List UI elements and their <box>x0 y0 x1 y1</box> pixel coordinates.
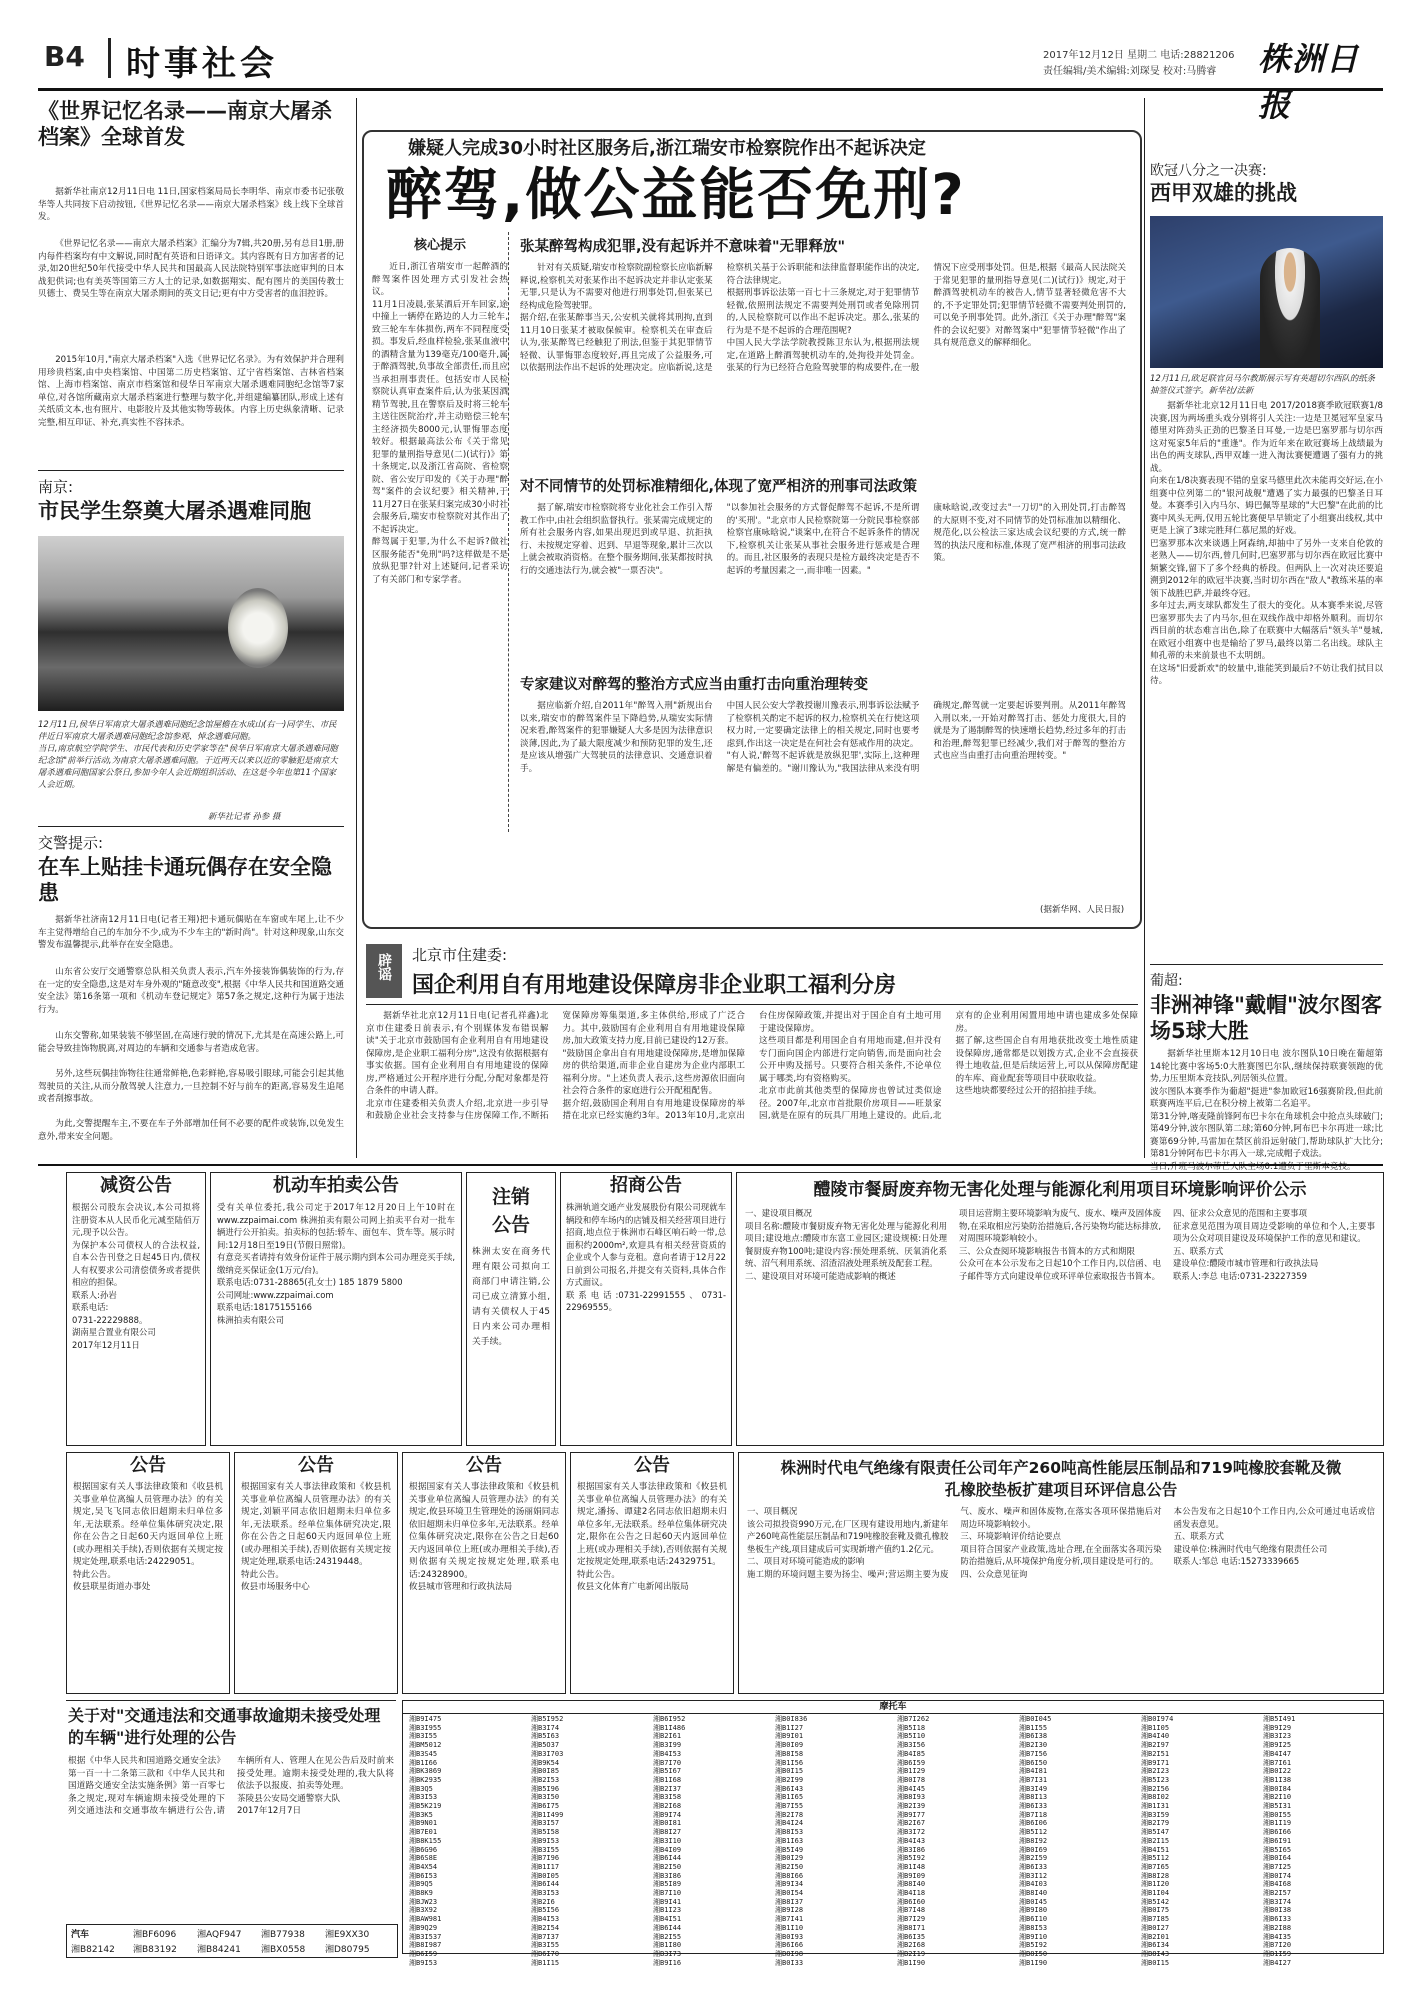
section-title: 时事社会 <box>126 44 278 84</box>
feature-headline: 醉驾,做公益能否免刑? <box>386 163 966 228</box>
feature-kicker: 嫌疑人完成30小时社区服务后,浙江瑞安市检察院作出不起诉决定 <box>400 134 934 160</box>
left-column <box>38 98 350 1104</box>
ucl-kicker: 欧冠八分之一决赛: <box>1150 163 1267 179</box>
ad-capital-reduction-body: 根据公司股东会决议,本公司拟将注册资本从人民币化元减至陆佰万元,现予以公告。 为保护本公司债权人的合法权益,自本公告刊登之日起45日内,债权人有权要求公司清偿债务或者提供相应的担保。 联系人:孙岩 联系电话: 0731-22229888。 湖南星合置业有限公司 2017年12月11日 <box>72 1202 200 1350</box>
notice-3-body: 根据国家有关人事法律政策和《攸县机关事业单位离编人员管理办法》的有关规定,攸县环境卫生管理处的汤丽娟同志依旧超期未归单位多年,无法联系。经单位集体研究决定,限你在公告之日起60天内返回单位上班(或办理相关手续),否则依据有关规定按规定处理,联系电话:24328900。 攸县城市管理和行政执法局 <box>409 1482 559 1592</box>
car-plate-1: 湘BF6096 <box>133 1930 177 1940</box>
feature-s1-heading: 张某醉驾构成犯罪,没有起诉并不意味着"无罪释放" <box>520 239 846 255</box>
rumor-title: 国企利用自有用地建设保障房非企业职工福利分房 <box>412 973 897 998</box>
ad-deregistration-body: 株洲太安在商务代理有限公司拟向工商部门申请注销,公司已成立清算小组,请有关债权人于45日内来公司办理相关手续。 <box>472 1247 550 1347</box>
col-divider-left <box>356 98 357 1158</box>
plate-col-1: 湘B9I475 湘B3I955 湘B3I55 湘BM5012 湘B3S45 湘B1I66 湘BK3869 湘BK2935 湘B3Q5 湘B3I53 湘B5K219 湘B3K5 湘B9N01 湘B7E01 湘B8K155 湘B6G96 湘B6S8E 湘B4X54 湘B6I53 湘B9Q5 湘B8K9 湘BJW23 湘B3X92 湘BAW981 湘B9Q29 湘B3I537 湘B8I987 湘B6I59 湘B9I53 <box>409 1715 442 1967</box>
ad-traffic-notice-title: 关于对"交通违法和交通事故逾期未接受处理的车辆"进行处理的公告 <box>68 1706 381 1747</box>
article-traffic-title: 在车上贴挂卡通玩偶存在安全隐患 <box>38 855 332 905</box>
notice-1-title: 公告 <box>130 1455 166 1476</box>
ad-eia-insulation-body: 一、项目概况 该公司拟投资990万元,在厂区现有建设用地内,新建年产260吨高性能层压制品和719吨橡胶套靴及微孔橡胶垫板生产线,项目建成后可实现新增产值约1.2亿元。 二、项目对环境可能造成的影响 施工期的环境问题主要为扬尘、噪声;营运期主要为废气、废水、噪声和固体废物,在落实各项环保措施后对周边环境影响较小。 三、环境影响评价结论要点 项目符合国家产业政策,选址合理,在全面落实各项污染防治措施后,从环境保护角度分析,项目建设是可行的。 四、公众意见征询 本公告发布之日起10个工作日内,公众可通过电话或信函发表意见。 五、联系方式 建设单位:株洲时代电气绝缘有限责任公司 联系人:邹总 电话:15273339665 <box>747 1506 1375 1579</box>
rumor-rule <box>366 1004 1138 1005</box>
left-rule-1 <box>38 470 344 471</box>
article-world-memory-body1: 据新华社南京12月11日电 11日,国家档案局局长李明华、南京市委书记张敬华等人共同按下启动按钮,《世界记忆名录——南京大屠杀档案》线上线下全球首发。 <box>38 187 344 222</box>
plate-col-4: 湘B0I836 湘B1I27 湘B9I01 湘B0I09 湘B8I58 湘B1I56 湘B0I15 湘B2I99 湘B6I43 湘B1I65 湘B7I55 湘B2I78 湘B4I24 湘B8I53 湘B1I63 湘B5I49 湘B0I29 湘B2I50 湘B8I66 湘B9I34 湘B0I54 湘B8I37 湘B9I28 湘B7I41 湘B1I10 湘B0I93 湘B6I66 湘B8I98 湘B0I33 <box>775 1715 808 1967</box>
feature-s2-heading: 对不同情节的处罚标准精细化,体现了宽严相济的刑事司法政策 <box>520 479 918 495</box>
porto-kicker: 葡超: <box>1150 973 1183 989</box>
right-column <box>1150 98 1383 1172</box>
plate-table <box>402 1700 1384 1967</box>
plate-table-header: 摩托车 <box>403 1701 1383 1714</box>
notice-2 <box>234 1452 398 1694</box>
ad-eia-liling <box>736 1172 1384 1446</box>
car-plate-7: 湘B84241 <box>197 1945 241 1955</box>
ad-investment <box>560 1172 732 1446</box>
ad-investment-title: 招商公告 <box>610 1175 682 1196</box>
plate-col-7: 湘B0I974 湘B1I05 湘B4I40 湘B2I97 湘B2I51 湘B9I71 湘B2I23 湘B5I23 湘B2I56 湘B8I02 湘B1I31 湘B3I59 湘B2I79 湘B5I47 湘B2I15 湘B4I51 湘B5I12 湘B7I65 湘B8I28 湘B1I20 湘B1I04 湘B5I42 湘B0I75 湘B7I85 湘B0I27 湘B2I01 湘B6I34 湘B8I43 湘B0I15 <box>1141 1715 1174 1967</box>
ads-top-rule <box>38 1164 1383 1166</box>
notice-3 <box>402 1452 566 1694</box>
ad-traffic-notice-body: 根据《中华人民共和国道路交通安全法》第一百一十二条第三款和《中华人民共和国道路交通安全法实施条例》第一百零七条之规定,现对车辆逾期未接受处理的下列交通违法和交通事故车辆进行公告,请车辆所有人、管理人在见公告后及时前来接受处理。逾期未接受处理的,我大队将依法予以报废、拍卖等处理。 茶陵县公安局交通警察大队 2017年12月7日 <box>68 1756 394 1816</box>
ucl-draw-person <box>1260 248 1320 368</box>
car-plate-strip <box>66 1924 398 1958</box>
article-nanjing-kicker: 南京: <box>38 478 74 496</box>
col-divider-right <box>1144 98 1145 1158</box>
ucl-caption: 12月11日,欧足联官员马尔教斯展示写有英超切尔西队的纸条抽签仪式签字。新华社/法新 <box>1150 373 1375 395</box>
porto-title: 非洲神锋"戴帽"波尔图客场5球大胜 <box>1150 993 1382 1043</box>
plate-col-5: 湘B7I262 湘B5I18 湘B5I10 湘B3I56 湘B4I85 湘B6I59 湘B1I29 湘B0I78 湘B4I45 湘B8I93 湘B2I39 湘B9I77 湘B2I67 湘B3I72 湘B4I43 湘B3I86 湘B5I92 湘B1I48 湘B9I09 湘B8I40 湘B4I18 湘B6I60 湘B7I48 湘B7I29 湘B8I71 湘B6I35 湘B2I68 湘B2I19 湘B1I90 <box>897 1715 930 1967</box>
car-plate-9: 湘D80795 <box>325 1945 370 1955</box>
notice-4-title: 公告 <box>634 1455 670 1476</box>
article-world-memory-title: 《世界记忆名录——南京大屠杀档案》全球首发 <box>38 99 332 149</box>
porto-body: 据新华社里斯本12月10日电 波尔图队10日晚在葡超第14轮比赛中客场5:0大胜赛图巴尔队,继续保持联赛领跑的优势,力压里斯本竞技队,列居领头位置。 波尔图队本赛季作为葡超"挺进"参加欧冠16强赛阶段,但此前联赛两连平后,已在积分榜上被第二名追平。 第31分钟,喀麦隆前锋阿布巴卡尔在角球机会中抢点头球破门;第49分钟,波尔图队第二球;第60分钟,阿布巴卡尔再进一球;比赛第69分钟,马雷加在禁区前沿远射破门,帮助球队扩大比分;第81分钟阿布巴卡尔再入一球,完成帽子戏法。 当日,升班马波尔蒂芒人队主场0:1遭负于里斯本竞技。 <box>1150 1049 1383 1172</box>
article-traffic-body5: 为此,交警提醒车主,不要在车子外部增加任何不必要的配件或装饰,以免发生意外,带来安全问题。 <box>38 1119 344 1142</box>
page-number: B4 <box>44 40 85 73</box>
car-plate-6: 湘B83192 <box>133 1945 177 1955</box>
memorial-wreath <box>228 588 288 668</box>
car-plate-5: 湘B82142 <box>71 1945 115 1955</box>
editor-line: 责任编辑/美术编辑:刘琛旻 校对:马腾睿 <box>1043 66 1217 77</box>
article-world-memory-body3: 2015年10月,"南京大屠杀档案"入选《世界记忆名录》。为有效保护并合理利用珍贵档案,由中央档案馆、中国第二历史档案馆、辽宁省档案馆、吉林省档案馆、上海市档案馆、南京市档案馆和侵华日军南京大屠杀遇难同胞纪念馆等7家单位,对各馆所藏南京大屠杀档案进行整理与数字化,并组建编纂团队,形成上述有关纸质文本,也有照片、电影胶片及其他实物等载体。内容上历史纵象清晰、记录完整,相互印证、补充,真实性不容抹杀。 <box>38 355 344 428</box>
ad-capital-reduction <box>66 1172 206 1446</box>
date-line: 2017年12月12日 星期二 电话:28821206 <box>1043 50 1235 61</box>
car-plate-4: 湘E9XX30 <box>325 1930 370 1940</box>
article-traffic-kicker: 交警提示: <box>38 834 104 852</box>
notice-1 <box>66 1452 230 1694</box>
plate-col-8: 湘B5I491 湘B9I29 湘B3I23 湘B9I25 湘B4I47 湘B7I61 湘B0I22 湘B1I38 湘B0I84 湘B2I10 湘B5I31 湘B0I55 湘B1I19 湘B6I66 湘B6I91 湘B5I65 湘B0I64 湘B7I25 湘B0I74 湘B4I68 湘B2I57 湘B3I74 湘B0I38 湘B6I33 湘B2I88 湘B4I35 湘B7I20 湘B1I59 湘B4I27 <box>1263 1715 1296 1967</box>
article-nanjing-title: 市民学生祭奠大屠杀遇难同胞 <box>38 499 311 523</box>
memorial-photo <box>38 536 344 711</box>
ad-investment-body: 株洲轨道交通产业发展股份有限公司现就车辆段和停车场内的店铺及相关经营项目进行招商,地点位于株洲市石峰区响石岭一带,总面积约2000m²,欢迎具有相关经营资质的企业或个人参与竞租。意向者请于12月22日前到公司报名,并提交有关资料,具体合作方式面议。 联系电话:0731-22991555、0731-22969555。 <box>566 1202 726 1312</box>
ad-vehicle-auction-body: 受有关单位委托,我公司定于2017年12月20日上午10时在 www.zzpaimai.com 株洲拍卖有限公司网上拍卖平台对一批车辆进行公开拍卖。拍卖标的包括:轿车、面包车、货车等。展示时间:12月18日至19日(节假日照常)。 有意竞买者请持有效身份证件于展示期内到本公司办理竞买手续,缴纳竞买保证金(1万元/台)。 联系电话:0731-28865(孔女士) 185 1879 5800 公司网址:www.zzpaimai.com 联系电话:18175155166 株洲拍卖有限公司 <box>217 1202 455 1325</box>
article-traffic-body2: 山东省公安厅交通警察总队相关负责人表示,汽车外接装饰偶装饰的行为,存在一定的安全隐患,这是对车身外观的"随意改变",根据《中华人民共和国道路交通安全法》第16条第一项和《机动车登记规定》第57条之规定,这种行为属于违法行为。 <box>38 967 344 1015</box>
car-plate-3: 湘B77938 <box>261 1930 305 1940</box>
rumor-body: 据新华社北京12月11日电(记者孔祥鑫)北京市住建委日前表示,有个别媒体发布错误解读"关于北京市鼓励国有企业利用自有用地建设保障房,是企业职工福利分房",这没有依据根据有事实依据。国有企业利用自有用地建设的保障房,严格通过公开程序进行分配,分配对象都是符合条件的申请人群。 北京市住建委相关负责人介绍,北京进一步引导和鼓励企业社会支持参与住房保障工作,不断拓宽保障房筹集渠道,多主体供给,形成了广泛合力。其中,鼓励国有企业利用自有用地建设保障房,加大政策支持力度,目前已建设约12万套。 "鼓励国企拿出自有用地建设保障房,是增加保障房的供给渠道,而非企业自建房为企业内部职工福利分房。"上述负责人表示,这些房源依旧面向社会符合条件的家庭进行公开配租配售。 据介绍,鼓励国企利用自有用地建设保障房的举措在北京已经实施约3年。2013年10月,北京出台住房保障政策,并提出对于国企自有土地可用于建设保障房。 这些项目都是利用国企自有用地而建,但并没有专门面向国企内部进行定向销售,而是面向社会公开申购及摇号。只要符合相关条件,不论单位属于哪类,均有资格购买。 北京市此前其他类型的保障房也曾试过类似途径。2007年,北京市首批限价房项目——旺景家园,就是在原有的玩具厂用地上建设的。此后,北京有的企业利用闲置用地申请也建成多处保障房。 据了解,这些国企自有用地获批改变土地性质建设保障房,通常都是以划拨方式,企业不会直接获得土地收益,但是后续运营上,可以从保障房配建的车库、商业配套等项目中获取收益。 这些地块都要经过公开的招拍挂手续。 <box>366 1011 1138 1121</box>
feature-s2-body: 据了解,瑞安市检察院将专业化社会工作引入帮教工作中,由社会组织监督执行。张某需完成规定的所有社会服务内容,如果出现迟到或早退、抗拒执行、未按规定穿着、迟到、早退等现象,累计三次以上就会被取消资格。在整个服务期间,张某都按时执行的交通违法行为,就会被"一票否决"。 "以参加社会服务的方式督促醉驾不起诉,不是所谓的'买刑'。"北京市人民检察院第一分院民事检察部检察官康咏晗说,"谈案中,在符合不起诉条件的情况下,检察机关让张某从事社会服务进行惩戒是合理的。而且,社区服务的表现只是检方最终决定是否不起诉的考量因素之一,而非唯一因素。" 康咏晗说,改变过去"一刀切"的入刑处罚,打击醉驾的大原则不变,对不同情节的处罚标准加以精细化、规范化,以公检法三家达成会议纪要的方式,统一醉驾的执法尺度和标准,体现了宽严相济的刑事司法政策。 <box>520 503 1126 576</box>
rumor-tag-text: 辟谣 <box>376 953 392 981</box>
summary-body: 近日,浙江省瑞安市一起醉酒的醉驾案件因处理方式引发社会热议。 11月1日凌晨,张某酒后开车回家,途中撞上一辆停在路边的人力三轮车,致三轮车车体损伤,两车不同程度受损。事发后,经血样检验,张某血液中的酒精含量为139毫克/100毫升,属于醉酒驾驶,负事故全部责任,而且应当承担刑事责任。包括安市人民检察院认真审查案件后,认为张某因酒精节驾驶,且在警察后及时将三轮车主送往医院治疗,并主动赔偿三轮车主经济损失8000元,认罪悔罪态度较好。根据最高法公布《关于常见犯罪的量刑指导意见(二)(试行)》第十条规定,以及浙江省高院、省检察院、省公安厅印发的《关于办理"醉驾"案件的会议纪要》相关精神,于11月27日在张某归案完成30小时社会服务后,瑞安市检察院对其作出了不起诉决定。 醉驾属于犯罪,为什么不起诉?做社区服务能否"免刑"吗?这样做是不是放纵犯罪?针对上述疑问,记者采访了有关部门和专家学者。 <box>372 262 508 585</box>
article-traffic-body4: 另外,这些玩偶挂饰物往往通常鲜艳,色彩鲜艳,容易吸引眼球,可能会引起其他驾驶员的关注,从而分散驾驶人注意力,一旦控制不好与前车的距离,容易发生追尾或者刮擦事故。 <box>38 1069 344 1104</box>
ad-vehicle-auction <box>210 1172 462 1446</box>
ad-deregistration <box>466 1172 556 1446</box>
article-traffic-body3: 山东交警称,如果装装不够坚固,在高速行驶的情况下,尤其是在高速公路上,可能会导致挂饰物脱离,对周边的车辆和交通参与者造成危害。 <box>38 1031 344 1054</box>
summary-box <box>372 232 509 832</box>
car-plate-2: 湘AQF947 <box>197 1930 242 1940</box>
ad-capital-reduction-title: 减资公告 <box>100 1175 172 1196</box>
header-rule <box>38 88 1383 91</box>
notice-3-title: 公告 <box>466 1455 502 1476</box>
notice-4 <box>570 1452 734 1694</box>
plate-col-2: 湘B5I952 湘B3I74 湘B5I63 湘B5O37 湘B3I703 湘B9K54 湘B0I85 湘B2I53 湘B5I96 湘B3I50 湘B6I75 湘B1I499 湘B3I57 湘B5I58 湘B9I53 湘B3I55 湘B7I96 湘B1I17 湘B0I05 湘B6I44 湘B3I53 湘B2I6 湘B5I56 湘B4I53 湘B2I54 湘B7I37 湘B3I55 湘B6I70 湘B1I15 <box>531 1715 564 1967</box>
ad-deregistration-title: 注销公告 <box>491 1186 530 1236</box>
ad-eia-insulation <box>738 1452 1384 1694</box>
plate-col-6: 湘B0I045 湘B1I55 湘B6I38 湘B2I30 湘B7I56 湘B6I50 湘B4I81 湘B7I31 湘B3I49 湘B8I13 湘B6I33 湘B7I18 湘B6I06 湘B5I12 湘B8I92 湘B0I69 湘B2I59 湘B6I33 湘B3I12 湘B4I03 湘B8I40 湘B0I45 湘B9I80 湘B6I10 湘B8I53 湘B9I10 湘B5I92 湘B8I50 湘B1I90 <box>1019 1715 1052 1967</box>
article-world-memory-body2: 《世界记忆名录——南京大屠杀档案》汇编分为7辑,共20册,另有总目1册,册内每件档案均有中文解说,同时配有英语和日语译文。其内容既有日方加害者的记录,如20世纪50年代接受中华人民共和国最高人民法院特别军事法庭审判的日本战犯供词;也有美英等国第三方人士的记录,如数据翔实、配有图片的美国传教士贝德士、费吴生等在南京大屠杀期间的英文日记;更有中方受害者的血泪控诉。 <box>38 239 344 299</box>
brand-logo: 株洲日报 <box>1258 40 1361 124</box>
rumor-tag <box>366 944 402 998</box>
ad-traffic-notice <box>66 1700 396 1949</box>
left-rule-2 <box>38 826 344 827</box>
ad-eia-liling-body: 一、建设项目概况 项目名称:醴陵市餐厨废弃物无害化处理与能源化利用项目;建设地点:醴陵市东富工业园区;建设规模:日处理餐厨废弃物100吨;建设内容:预处理系统、厌氧消化系统、沼气利用系统、沼渣沼液处理系统及配套工程。 二、建设项目对环境可能造成影响的概述 项目运营期主要环境影响为废气、废水、噪声及固体废物,在采取相应污染防治措施后,各污染物均能达标排放,对周围环境影响较小。 三、公众查阅环境影响报告书简本的方式和期限 公众可在本公示发布之日起10个工作日内,以信函、电子邮件等方式向建设单位或环评单位索取报告书简本。 四、征求公众意见的范围和主要事项 征求意见范围为项目周边受影响的单位和个人,主要事项为公众对项目建设及环境保护工作的意见和建议。 五、联系方式 建设单位:醴陵市城市管理和行政执法局 联系人:李总 电话:0731-23227359 <box>745 1208 1375 1281</box>
ad-vehicle-auction-title: 机动车拍卖公告 <box>273 1175 399 1196</box>
ad-eia-liling-title: 醴陵市餐厨废弃物无害化处理与能源化利用项目环境影响评价公示 <box>813 1180 1307 1200</box>
notice-2-title: 公告 <box>298 1455 334 1476</box>
car-plate-8: 湘BX0558 <box>261 1945 306 1955</box>
article-traffic-body1: 据新华社济南12月11日电(记者王翔)把卡通玩偶贴在车窗或车尾上,让不少车主觉得增给自己的车加分不少,成为不少车主的"新时尚"。针对这种现象,山东交警发布温馨提示,此举存在安全隐患。 <box>38 915 344 950</box>
feature-s3-body: 据应临新介绍,自2011年"醉驾入刑"新规出台以来,瑞安市的醉驾案件呈下降趋势,从瑞安实际情况来看,醉驾案件的犯罪嫌疑人大多是因为法律意识淡薄,因此,为了最大限度减少和预防犯罪的发生,还是应该从增强广大驾驶员的法律意识、交通意识着手。 中国人民公安大学教授谢川豫表示,刑事诉讼法赋予了检察机关酌定不起诉的权力,检察机关在行使这项权力时,一定要确定法律上的相关规定,同时也要考虑到,作出这一决定是在何社会有惩戒作用的决定。 "有人说,'醉驾不起诉就是放纵犯罪',实际上,这种理解是有偏差的。"谢川豫认为,"我国法律从来没有明确规定,醉驾就一定要起诉要判刑。从2011年醉驾入刑以来,一开始对醉驾打击、惩处力度很大,目的就是为了遏制醉驾的快速增长趋势,经过多年的打击和治理,醉驾犯罪已经减少,我们对于醉驾的整治方式也应当由重打击向重治理转变。" <box>520 701 1126 774</box>
feature-s3-heading: 专家建议对醉驾的整治方式应当由重打击向重治理转变 <box>520 677 868 693</box>
ucl-body: 据新华社北京12月11日电 2017/2018赛季欧冠联赛1/8决赛,因为两场重头戏分别将引人关注:一边是卫冕冠军皇家马德里对阵劲头正劲的巴黎圣日耳曼,一边是巴塞罗那与切尔西这对冤家5年后的"重逢"。作为近年来在欧冠赛场上战绩最为出色的两支球队,西甲双雄一进入淘汰赛便遭遇了强有力的挑战。 向来在1/8决赛表现不错的皇家马德里此次未能再交好运,在小组赛中位列第二的"银河战舰"遭遇了实力最强的巴黎圣日耳曼。本赛季引入内马尔、姆巴佩等星球的"大巴黎"在此前的比赛中风头无两,仅用五轮比赛便早早锁定了小组赛出线权,其中更是上演了3球完胜拜仁慕尼黑的好戏。 巴塞罗那本次来谈遇上阿森纳,却抽中了另外一支来自伦敦的老熟人——切尔西,曾几何时,巴塞罗那与切尔西在欧冠比赛中频繁交锋,留下了多个经典的桥段。但两队上一次对决还要追溯到2012年的欧冠半决赛,当时切尔西在"敌人"教练米基的率领下战胜巴萨,并最终夺冠。 多年过去,两支球队都发生了很大的变化。从本赛季来说,尽管巴塞罗那失去了内马尔,但在双线作战中却格外顺利。而切尔西目前的状态难言出色,除了在联赛中大幅落后"领头羊"曼城,在欧冠小组赛中也是输给了罗马,最终以第二名出线。球队主帅孔蒂的未来前景也不太明朗。 在这场"旧爱新欢"的较量中,谁能笑到最后?不妨让我们拭目以待。 <box>1150 401 1383 686</box>
feature-credit: (据新华网、人民日报) <box>1040 905 1125 915</box>
car-plate-label: 汽车 <box>71 1930 90 1940</box>
ucl-title: 西甲双雄的挑战 <box>1150 181 1297 205</box>
right-rule-1 <box>1150 964 1383 965</box>
memorial-caption: 12月11日,侯华日军南京大屠杀遇难同胞纪念馆屋檐在水成山(右一)同学生、市民伴近日军南京大屠杀遇难同胞纪念馆参观、悼念遇难同胞。 当日,南京航空学院学生、市民代表和历史学家等在"侯华日军南京大屠杀遇难同胞纪念馆"前举行活动,为南京大屠杀遇难同胞。于近两天以来以近的零触犯是南京大屠杀遇难同胞国家公祭日,参加今年人会近期组织活动、在这是今年也第11个国家人会近期。 <box>38 719 338 789</box>
rumor-kicker: 北京市住建委: <box>412 946 508 964</box>
header-divider <box>108 38 111 78</box>
plate-col-3: 湘B6I952 湘B1I486 湘B2I61 湘B3I99 湘B4I53 湘B7I70 湘B5I67 湘B1I68 湘B2I37 湘B3I58 湘B2I68 湘B9I74 湘B0I81 湘B8I27 湘B3I10 湘B4I09 湘B6I44 湘B2I50 湘B3I86 湘B5I89 湘B7I10 湘B9I41 湘B1I23 湘B4I51 湘B6I44 湘B2I55 湘B1I80 湘B3I73 湘B9I16 <box>653 1715 686 1967</box>
ad-eia-insulation-title: 株洲时代电气绝缘有限责任公司年产260吨高性能层压制品和719吨橡胶套靴及微孔橡胶垫板扩建项目环评信息公告 <box>780 1459 1342 1499</box>
notice-1-body: 根据国家有关人事法律政策和《收县机关事业单位离编人员管理办法》的有关规定,吴飞飞同志依旧超期未归单位多年,无法联系。经单位集体研究决定,限你在公告之日起60天内返回单位上班(或办理相关手续),否则依据有关规定按规定处理,联系电话:24229051。 特此公告。 攸县联星街道办事处 <box>73 1482 223 1592</box>
notice-2-body: 根据国家有关人事法律政策和《攸县机关事业单位离编人员管理办法》的有关规定,刘颖平同志依旧超期未归单位多年,无法联系。经单位集体研究决定,限你在公告之日起60天内返回单位上班(或办理相关手续),否则依据有关规定按规定处理,联系电话:24319448。 特此公告。 攸县市场服务中心 <box>241 1482 391 1592</box>
summary-label: 核心提示 <box>413 238 466 253</box>
notice-4-body: 根据国家有关人事法律政策和《攸县机关事业单位离编人员管理办法》的有关规定,潘扬、谭建2名同志依旧超期未归单位多年,无法联系。经单位集体研究决定,限你在公告之日起60天内返回单位上班(或办理相关手续),否则依据有关规定按规定处理,联系电话:24329751。 特此公告。 攸县文化体育广电新闻出版局 <box>577 1482 727 1592</box>
memorial-credit: 新华社记者 孙参 摄 <box>208 811 281 821</box>
feature-s1-body: 针对有关质疑,瑞安市检察院副检察长应临新解释说,检察机关对张某作出不起诉决定并非认定张某无罪,只是认为不需要对他进行刑事处罚,但张某已经构成危险驾驶罪。 据介绍,在张某醉事当天,公安机关就将其刑拘,直到11月10日张某才被取保候审。检察机关在审查后认为,张某醉驾已经触犯了刑法,但鉴于其犯罪情节轻微、认罪悔罪态度较好,再且完成了公益服务,可以依据刑法作出不起诉的处理决定。应临新说,这是检察机关基于公诉职能和法律监督职能作出的决定,符合法律规定。 根据刑事诉讼法第一百七十三条规定,对于犯罪情节轻微,依照刑法规定不需要判处刑罚或者免除刑罚的,人民检察院可以作出不起诉决定。那么,张某的行为是不是不起诉的合理范围呢? 中国人民大学法学院教授陈卫东认为,根据刑法规定,在道路上醉酒驾驶机动车的,处拘役并处罚金。张某的行为已经符合危险驾驶罪的构成要件,在一般情况下应受刑事处罚。但是,根据《最高人民法院关于常见犯罪的量刑指导意见(二)(试行)》规定,对于醉酒驾驶机动车的被告人,情节显著轻微危害不大的,不予定罪处罚;犯罪情节轻微不需要判处刑罚的,可以免予刑事处罚。此外,浙江《关于办理"醉驾"案件的会议纪要》对醉驾案中"犯罪情节轻微"作出了具有规范意义的解释细化。 <box>520 263 1126 373</box>
